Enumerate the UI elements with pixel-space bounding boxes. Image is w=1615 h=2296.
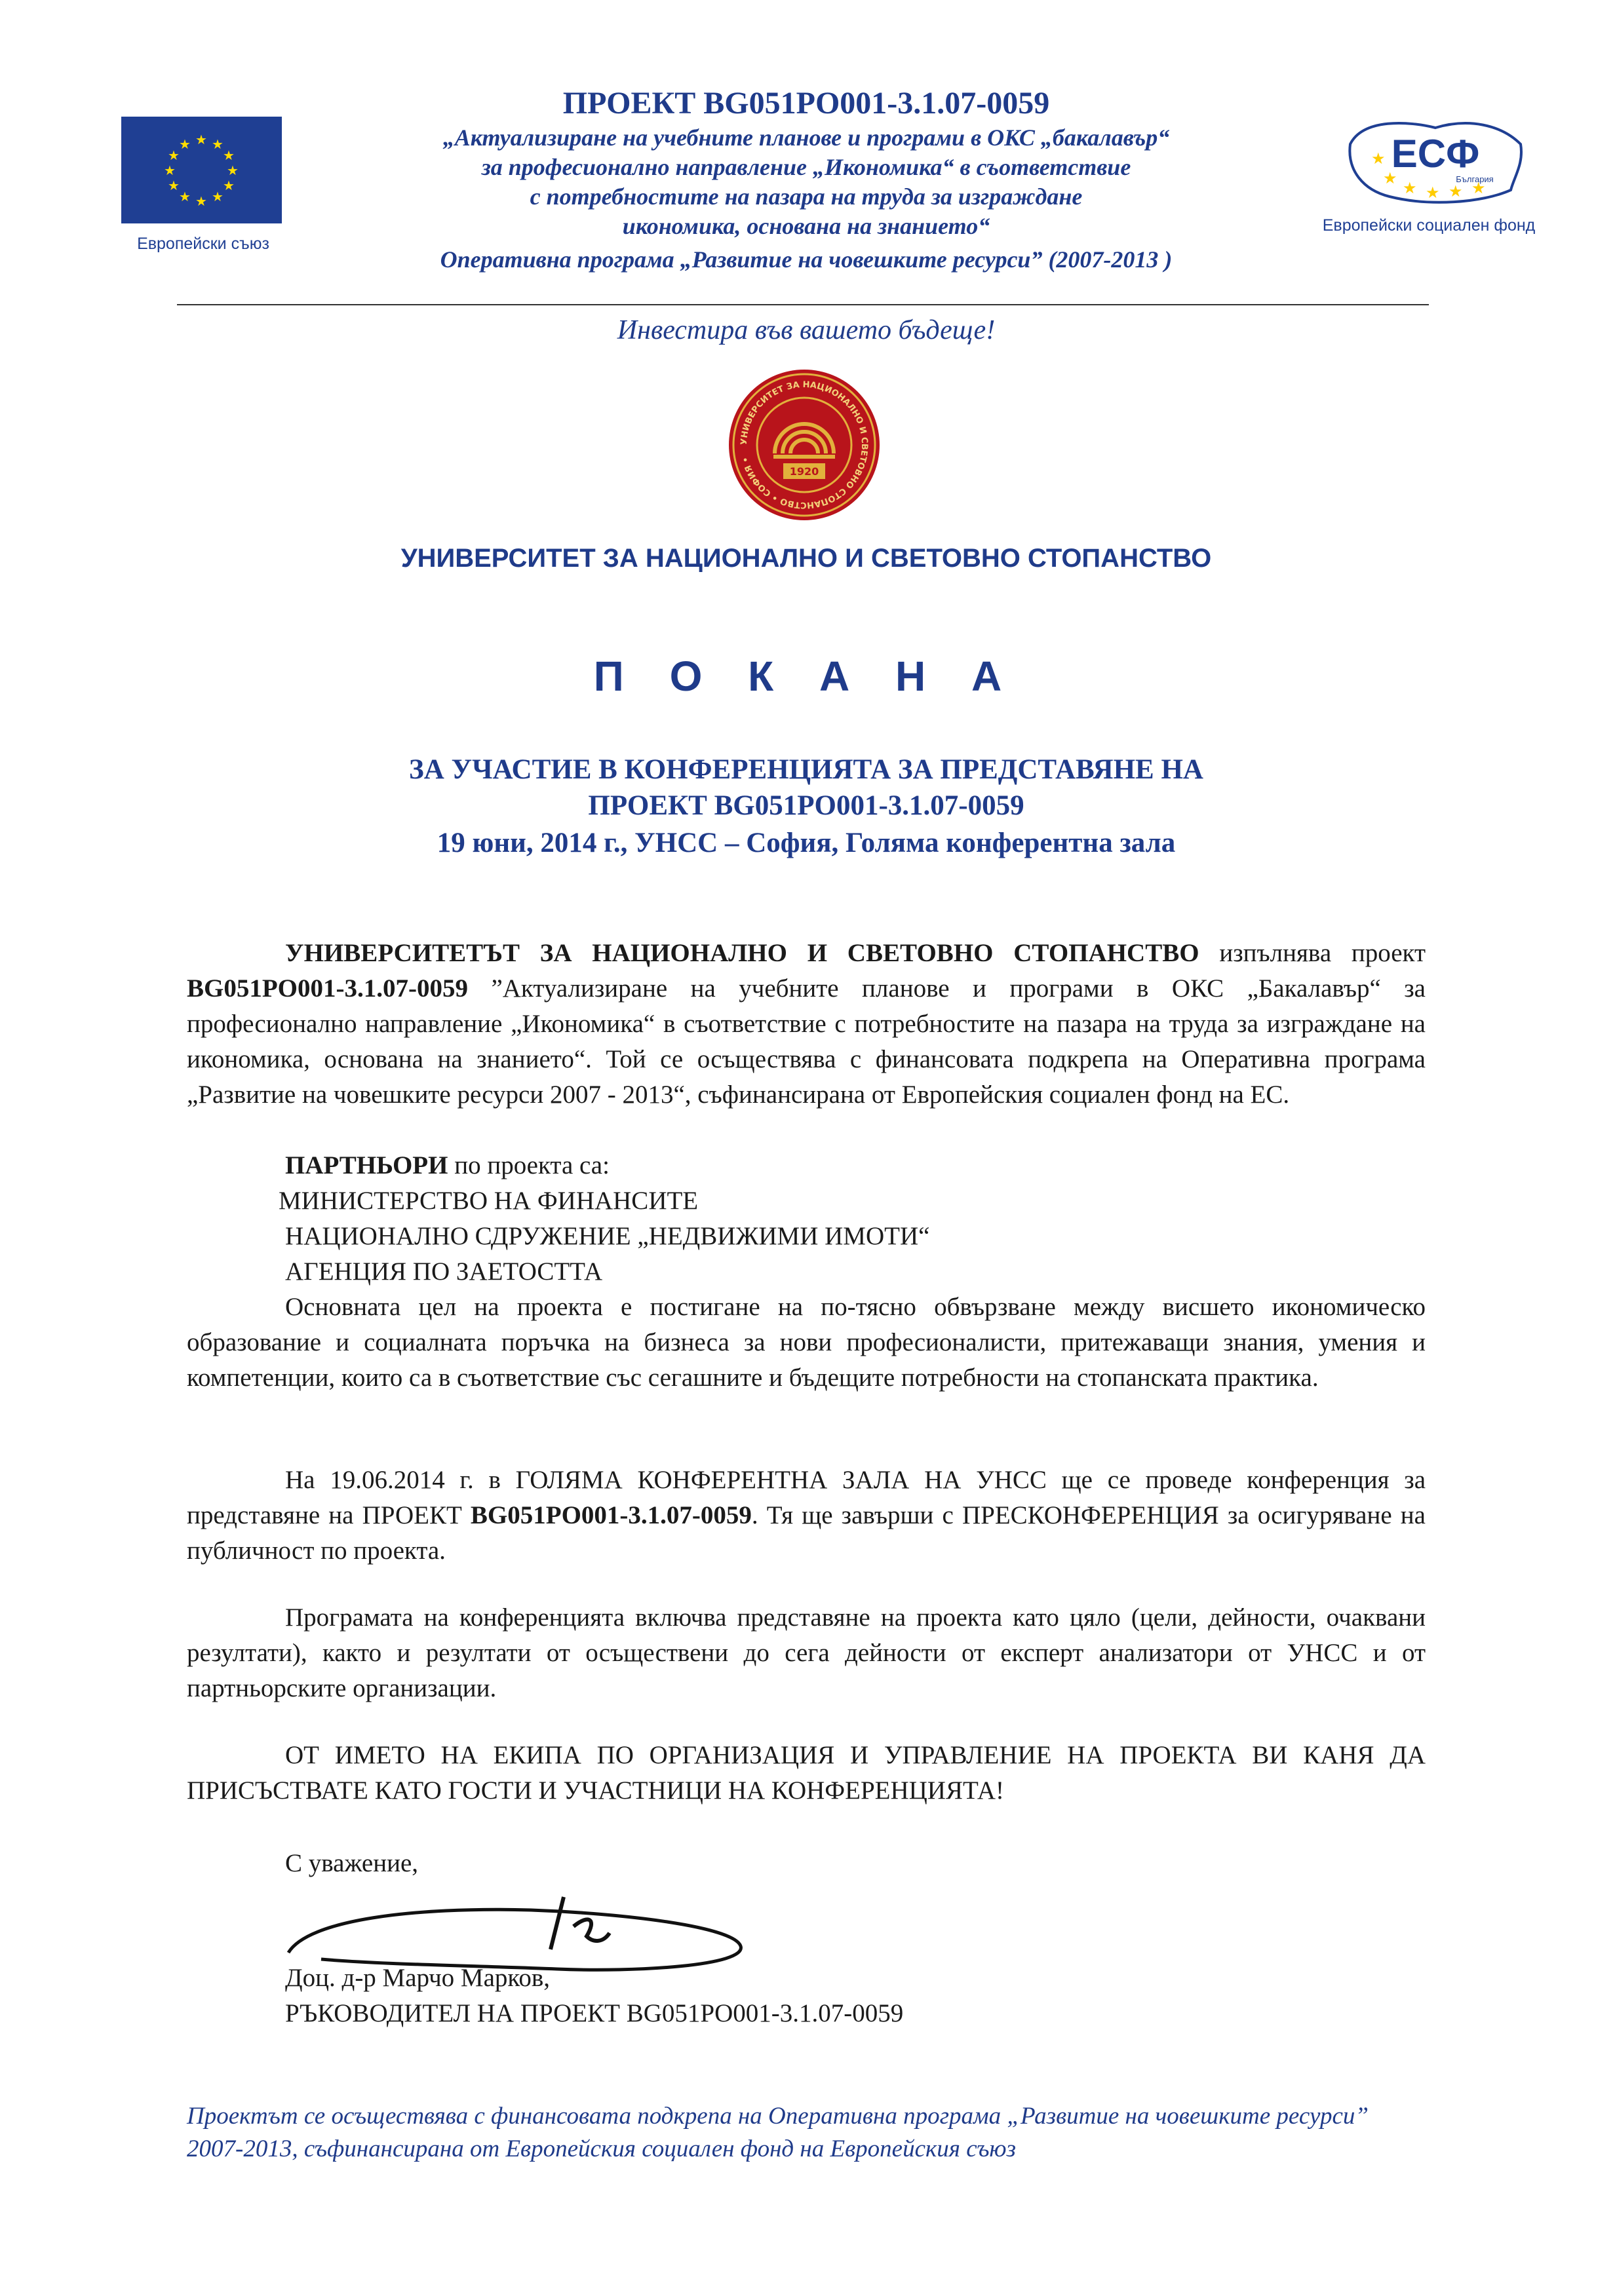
footer-note: Проектът се осъществява с финансовата подкрепа на Оперативна програма „Развитие на човешките ресурси” 2007-2013, съфинансирана от Европейския социален фонд на Европейския съюз bbox=[187, 2103, 1369, 2162]
conference-text-a: На 19.06.2014 г. в ГОЛЯМА КОНФЕРЕНТНА ЗАЛА НА УНСС ще се проведе конференция за представяне на ПРОЕКТ bbox=[187, 1466, 1426, 1529]
project-line-3: с потребностите на пазара на труда за изграждане bbox=[530, 183, 1083, 210]
svg-text:★: ★ bbox=[195, 193, 207, 209]
svg-text:★: ★ bbox=[168, 147, 180, 163]
project-line-4: икономика, основана на знанието“ bbox=[622, 213, 990, 239]
signer-role: РЪКОВОДИТЕЛ НА ПРОЕКТ BG051PO001-3.1.07-0059 bbox=[285, 1999, 904, 2027]
header-divider bbox=[177, 304, 1429, 305]
university-seal bbox=[728, 368, 881, 522]
svg-text:★: ★ bbox=[212, 189, 224, 204]
paragraph-goal: Основната цел на проекта е постигане на по-тясно обвързване между висшето икономическо образование и социалната поръчка на бизнеса за нови професионалисти, притежаващи знания, умения и компетенции, които са в съответствие със сегашните и бъдещите потребности на стопанската практика. bbox=[187, 1293, 1426, 1392]
invitation-subtitle-3: 19 юни, 2014 г., УНСС – София, Голяма конферентна зала bbox=[437, 828, 1176, 858]
svg-text:★: ★ bbox=[1449, 182, 1463, 201]
paragraph-intro bbox=[187, 936, 1426, 1113]
svg-text:★: ★ bbox=[164, 163, 176, 178]
project-line-2: за професионално направление „Икономика“ в съответствие bbox=[481, 154, 1131, 180]
invitation-subtitle-2: ПРОЕКТ BG051PO001-3.1.07-0059 bbox=[588, 790, 1024, 821]
svg-text:★: ★ bbox=[227, 163, 239, 178]
svg-text:★: ★ bbox=[1403, 179, 1417, 197]
paragraph-conference bbox=[187, 1463, 1426, 1569]
intro-text-a: изпълнява проект bbox=[1199, 939, 1426, 967]
invitation-title: П О К А Н А bbox=[593, 653, 1019, 700]
intro-text-b: ”Актуализиране на учебните планове и програми в ОКС „Бакалавър“ за професионално направление „Икономика“ в съответствие с потребностите на пазара на труда за изграждане на икономика, основана на знанието“. Той се осъществява с финансовата подкрепа на Оперативна програма „Развитие на човешките ресурси 2007 - 2013“, съфинансирана от Европейския социален фонд на ЕС. bbox=[187, 974, 1426, 1109]
svg-text:★: ★ bbox=[223, 147, 235, 163]
project-line-5: Оперативна програма „Развитие на човешките ресурси” (2007-2013 ) bbox=[440, 246, 1173, 273]
svg-text:★: ★ bbox=[1371, 149, 1386, 168]
partner-item: НАЦИОНАЛНО СДРУЖЕНИЕ „НЕДВИЖИМИ ИМОТИ“ bbox=[285, 1222, 930, 1250]
conference-text-b: . Тя ще завърши с ПРЕСКОНФЕРЕНЦИЯ за осигуряване на публичност по проекта. bbox=[187, 1501, 1426, 1565]
project-line-1: „Актуализиране на учебните планове и програми в ОКС „бакалавър“ bbox=[442, 124, 1170, 151]
project-title: ПРОЕКТ BG051PO001-3.1.07-0059 bbox=[562, 86, 1050, 121]
paragraph-program: Програмата на конференцията включва представяне на проекта като цяло (цели, дейности, очаквани резултати), както и резултати от осъществени до сега дейности от експерт анализатори от УНСС и от партньорските организации. bbox=[187, 1603, 1426, 1702]
svg-text:★: ★ bbox=[212, 136, 224, 152]
partners-heading bbox=[285, 1148, 1399, 1183]
svg-text:★: ★ bbox=[1383, 169, 1397, 187]
svg-text:★: ★ bbox=[1426, 183, 1440, 202]
paragraph-invitation: ОТ ИМЕТО НА ЕКИПА ПО ОРГАНИЗАЦИЯ И УПРАВЛЕНИЕ НА ПРОЕКТА ВИ КАНЯ ДА ПРИСЪСТВАТЕ КАТО ГОСТИ И УЧАСТНИЦИ НА КОНФЕРЕНЦИЯТА! bbox=[187, 1741, 1426, 1805]
partners-bold: ПАРТНЬОРИ bbox=[285, 1151, 448, 1179]
tagline: Инвестира във вашето бъдеще! bbox=[617, 315, 996, 345]
invitation-subtitle-1: ЗА УЧАСТИЕ В КОНФЕРЕНЦИЯТА ЗА ПРЕДСТАВЯНЕ НА bbox=[409, 754, 1203, 785]
svg-text:★: ★ bbox=[223, 178, 235, 193]
partner-item: АГЕНЦИЯ ПО ЗАЕТОСТТА bbox=[285, 1257, 603, 1286]
eu-caption: Европейски съюз bbox=[137, 235, 269, 253]
seal-year: 1920 bbox=[789, 465, 819, 478]
university-name: УНИВЕРСИТЕТ ЗА НАЦИОНАЛНО И СВЕТОВНО СТОПАНСТВО bbox=[400, 544, 1212, 573]
partners-text: по проекта са: bbox=[448, 1151, 610, 1179]
esf-caption: Европейски социален фонд bbox=[1322, 216, 1536, 235]
esf-logo bbox=[1337, 105, 1534, 216]
svg-text:★: ★ bbox=[1471, 179, 1486, 197]
eu-flag-logo bbox=[121, 117, 282, 223]
svg-text:★: ★ bbox=[168, 178, 180, 193]
partner-item: МИНИСТЕРСТВО НА ФИНАНСИТЕ bbox=[279, 1187, 699, 1215]
svg-text:★: ★ bbox=[195, 132, 207, 147]
seal-ring-text: УНИВЕРСИТЕТ ЗА НАЦИОНАЛНО И СВЕТОВНО СТОПАНСТВО • СОФИЯ • bbox=[739, 379, 870, 510]
signer-name: Доц. д-р Марчо Марков, bbox=[285, 1964, 551, 1992]
esf-logo-text: ЕСФ bbox=[1391, 132, 1480, 176]
conference-code-bold: BG051PO001-3.1.07-0059 bbox=[470, 1501, 752, 1529]
svg-text:★: ★ bbox=[179, 189, 191, 204]
project-code-bold: BG051PO001-3.1.07-0059 bbox=[187, 974, 468, 1003]
esf-logo-subtext: България bbox=[1456, 174, 1494, 184]
svg-text:★: ★ bbox=[179, 136, 191, 152]
regards: С уважение, bbox=[285, 1849, 419, 1877]
university-bold: УНИВЕРСИТЕТЪТ ЗА НАЦИОНАЛНО И СВЕТОВНО СТОПАНСТВО bbox=[285, 939, 1199, 967]
